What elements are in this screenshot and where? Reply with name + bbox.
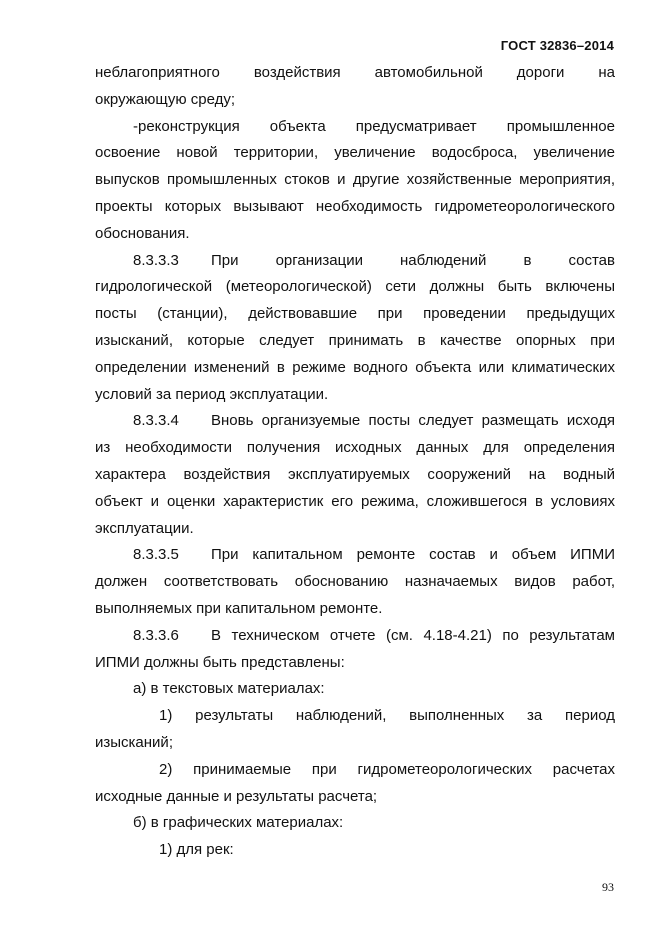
text-line: ИПМИ должны быть представлены:: [95, 653, 345, 671]
text-line: объект и оценки характеристик его режима, сложившегося в условиях: [95, 492, 615, 510]
list-item-1-rivers: 1) для рек:: [159, 841, 234, 859]
document-code: ГОСТ 32836–2014: [500, 38, 614, 53]
clause-number: 8.3.3.4: [133, 412, 179, 430]
text-line: выполняемых при капитальном ремонте.: [95, 599, 383, 617]
text-line: -реконструкция объекта предусматривает промышленное: [133, 117, 615, 135]
text-line: выпусков промышленных стоков и другие хозяйственные мероприятия,: [95, 171, 615, 189]
clause-8-3-3-6: [95, 623, 615, 650]
clause-8-3-3-4: [95, 408, 615, 435]
text-line: проекты которых вызывают необходимость гидрометеорологического: [95, 197, 615, 215]
clause-text: При капитальном ремонте состав и объем ИПМИ: [211, 546, 615, 564]
text-line: обоснования.: [95, 224, 190, 242]
list-item-b: б) в графических материалах:: [133, 814, 344, 832]
text-line: определении изменений в режиме водного объекта или климатических: [95, 358, 615, 376]
text-line: должен соответствовать обоснованию назначаемых видов работ,: [95, 573, 615, 591]
text-line: освоение новой территории, увеличение водосброса, увеличение: [95, 144, 615, 162]
text-line: эксплуатации.: [95, 519, 194, 537]
text-line: окружающую среду;: [95, 90, 236, 108]
text-line: условий за период эксплуатации.: [95, 385, 329, 403]
clause-text: Вновь организуемые посты следует размещать исходя: [211, 412, 615, 430]
list-item-2: 2) принимаемые при гидрометеорологических расчетах: [159, 760, 615, 778]
clause-number: 8.3.3.3: [133, 251, 179, 269]
clause-8-3-3-3: [95, 248, 615, 275]
text-line: из необходимости получения исходных данных для определения: [95, 439, 615, 457]
clause-number: 8.3.3.6: [133, 626, 179, 644]
document-body: [95, 60, 615, 864]
text-line: изысканий, которые следует принимать в качестве опорных при: [95, 331, 615, 349]
clause-number: 8.3.3.5: [133, 546, 179, 564]
list-item-a: а) в текстовых материалах:: [133, 680, 325, 698]
clause-text: При организации наблюдений в состав: [211, 251, 615, 269]
page-number: 93: [602, 880, 614, 894]
text-line: гидрологической (метеорологической) сети должны быть включены: [95, 278, 615, 296]
text-line: посты (станции), действовавшие при проведении предыдущих: [95, 305, 615, 323]
text-line: изысканий;: [95, 733, 173, 751]
clause-text: В техническом отчете (см. 4.18-4.21) по результатам: [211, 626, 615, 644]
clause-8-3-3-5: [95, 542, 615, 569]
list-item-1: 1) результаты наблюдений, выполненных за период: [159, 707, 615, 725]
text-line: характера воздействия эксплуатируемых сооружений на водный: [95, 465, 615, 483]
text-line: исходные данные и результаты расчета;: [95, 787, 378, 805]
text-line: неблагоприятного воздействия автомобильной дороги на: [95, 64, 615, 81]
